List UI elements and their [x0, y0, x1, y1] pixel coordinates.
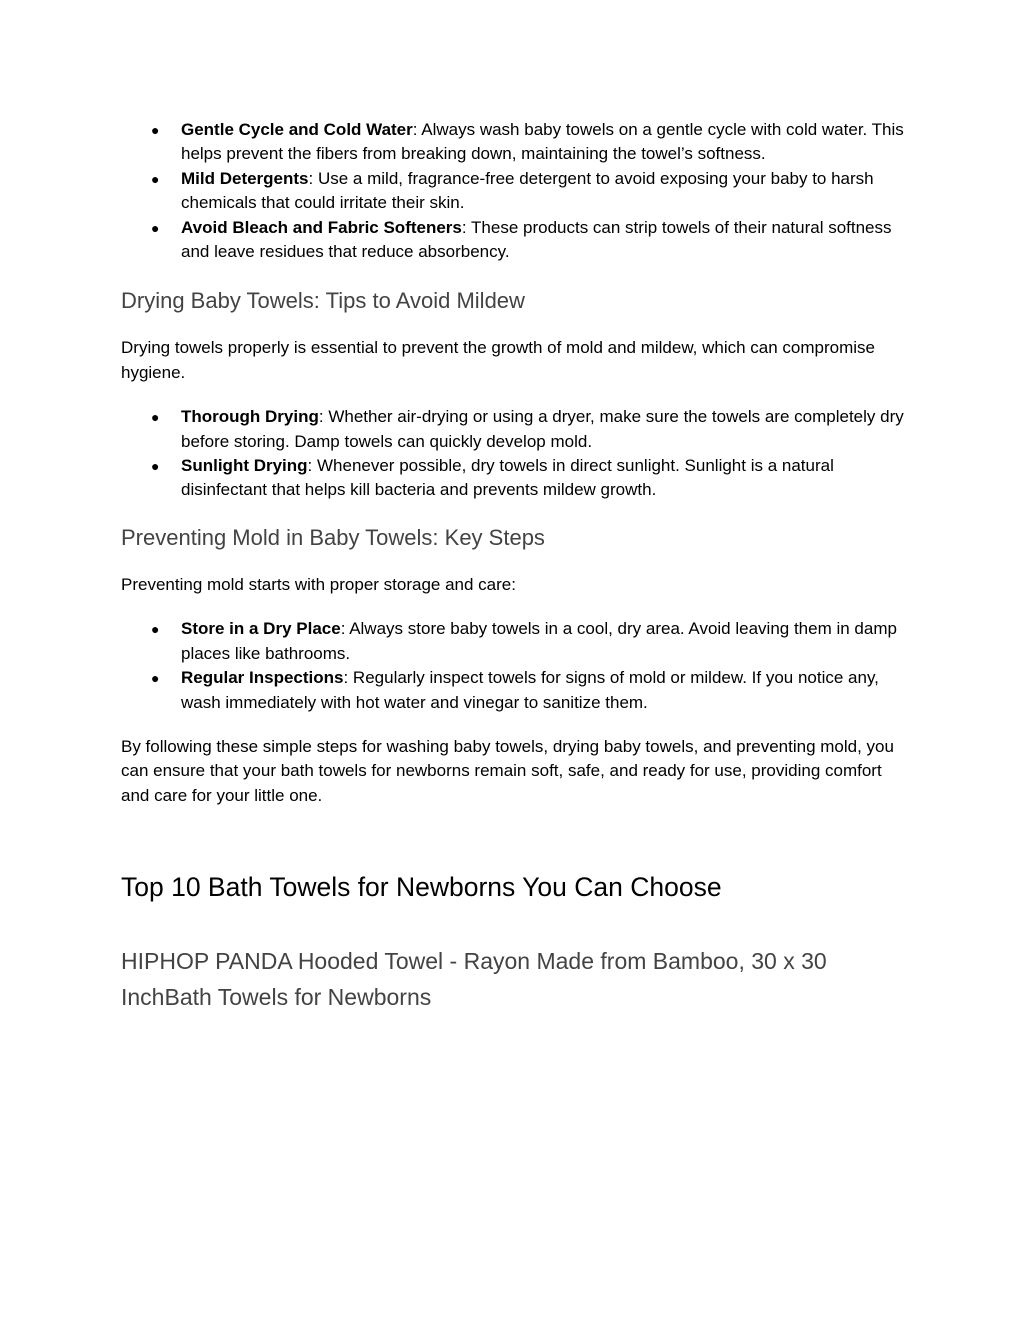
bullet-icon: ●: [151, 219, 160, 236]
list-item: [121, 617, 906, 666]
washing-tips-list: [121, 118, 906, 264]
document-page: [121, 118, 906, 1015]
bullet-text: : Regularly inspect towels for signs of mold or mildew. If you notice any, wash immediately with hot water and vinegar to sanitize them.: [181, 668, 879, 712]
bullet-term: Regular Inspections: [181, 668, 344, 688]
bullet-text: : Always wash baby towels on a gentle cycle with cold water. This helps prevent the fibers from breaking down, maintaining the towel’s softness.: [181, 120, 904, 164]
top-towels-heading: Top 10 Bath Towels for Newborns You Can Choose: [121, 872, 722, 903]
bullet-icon: ●: [151, 458, 160, 475]
drying-tips-list: [121, 405, 906, 503]
drying-heading: Drying Baby Towels: Tips to Avoid Mildew: [121, 288, 525, 314]
list-item: [121, 118, 906, 167]
bullet-term: Gentle Cycle and Cold Water: [181, 120, 413, 139]
product-heading: HIPHOP PANDA Hooded Towel - Rayon Made from Bamboo, 30 x 30 InchBath Towels for Newborns: [121, 948, 827, 1010]
bullet-text: : Use a mild, fragrance-free detergent to avoid exposing your baby to harsh chemicals that could irritate their skin.: [181, 168, 874, 213]
bullet-text: : Always store baby towels in a cool, dry area. Avoid leaving them in damp places like bathrooms.: [181, 619, 897, 663]
list-item: [121, 454, 906, 503]
bullet-text: : These products can strip towels of their natural softness and leave residues that reduce absorbency.: [181, 217, 892, 262]
bullet-icon: ●: [151, 409, 160, 426]
bullet-term: Store in a Dry Place: [181, 619, 341, 639]
closing-paragraph: By following these simple steps for washing baby towels, drying baby towels, and preventing mold, you can ensure that your bath towels for newborns remain soft, safe, and ready for use, providing comfort and care for your little one.: [121, 736, 894, 805]
mold-heading: Preventing Mold in Baby Towels: Key Steps: [121, 524, 545, 550]
bullet-icon: ●: [151, 170, 160, 187]
bullet-icon: ●: [151, 670, 160, 687]
list-item: [121, 167, 906, 216]
list-item: [121, 216, 906, 265]
list-item: [121, 405, 906, 454]
bullet-term: Avoid Bleach and Fabric Softeners: [181, 217, 462, 237]
bullet-text: : Whenever possible, dry towels in direct sunlight. Sunlight is a natural disinfectant that helps kill bacteria and prevents mildew growth.: [181, 456, 834, 500]
bullet-term: Mild Detergents: [181, 168, 309, 188]
mold-steps-list: [121, 617, 906, 715]
bullet-term: Sunlight Drying: [181, 456, 308, 476]
list-item: [121, 666, 906, 715]
bullet-icon: ●: [151, 621, 160, 638]
mold-intro: Preventing mold starts with proper storage and care:: [121, 574, 516, 594]
bullet-icon: ●: [151, 122, 160, 138]
bullet-text: : Whether air-drying or using a dryer, make sure the towels are completely dry before storing. Damp towels can quickly develop mold.: [181, 407, 904, 451]
drying-intro: Drying towels properly is essential to prevent the growth of mold and mildew, which can compromise hygiene.: [121, 338, 876, 382]
bullet-term: Thorough Drying: [181, 407, 319, 427]
